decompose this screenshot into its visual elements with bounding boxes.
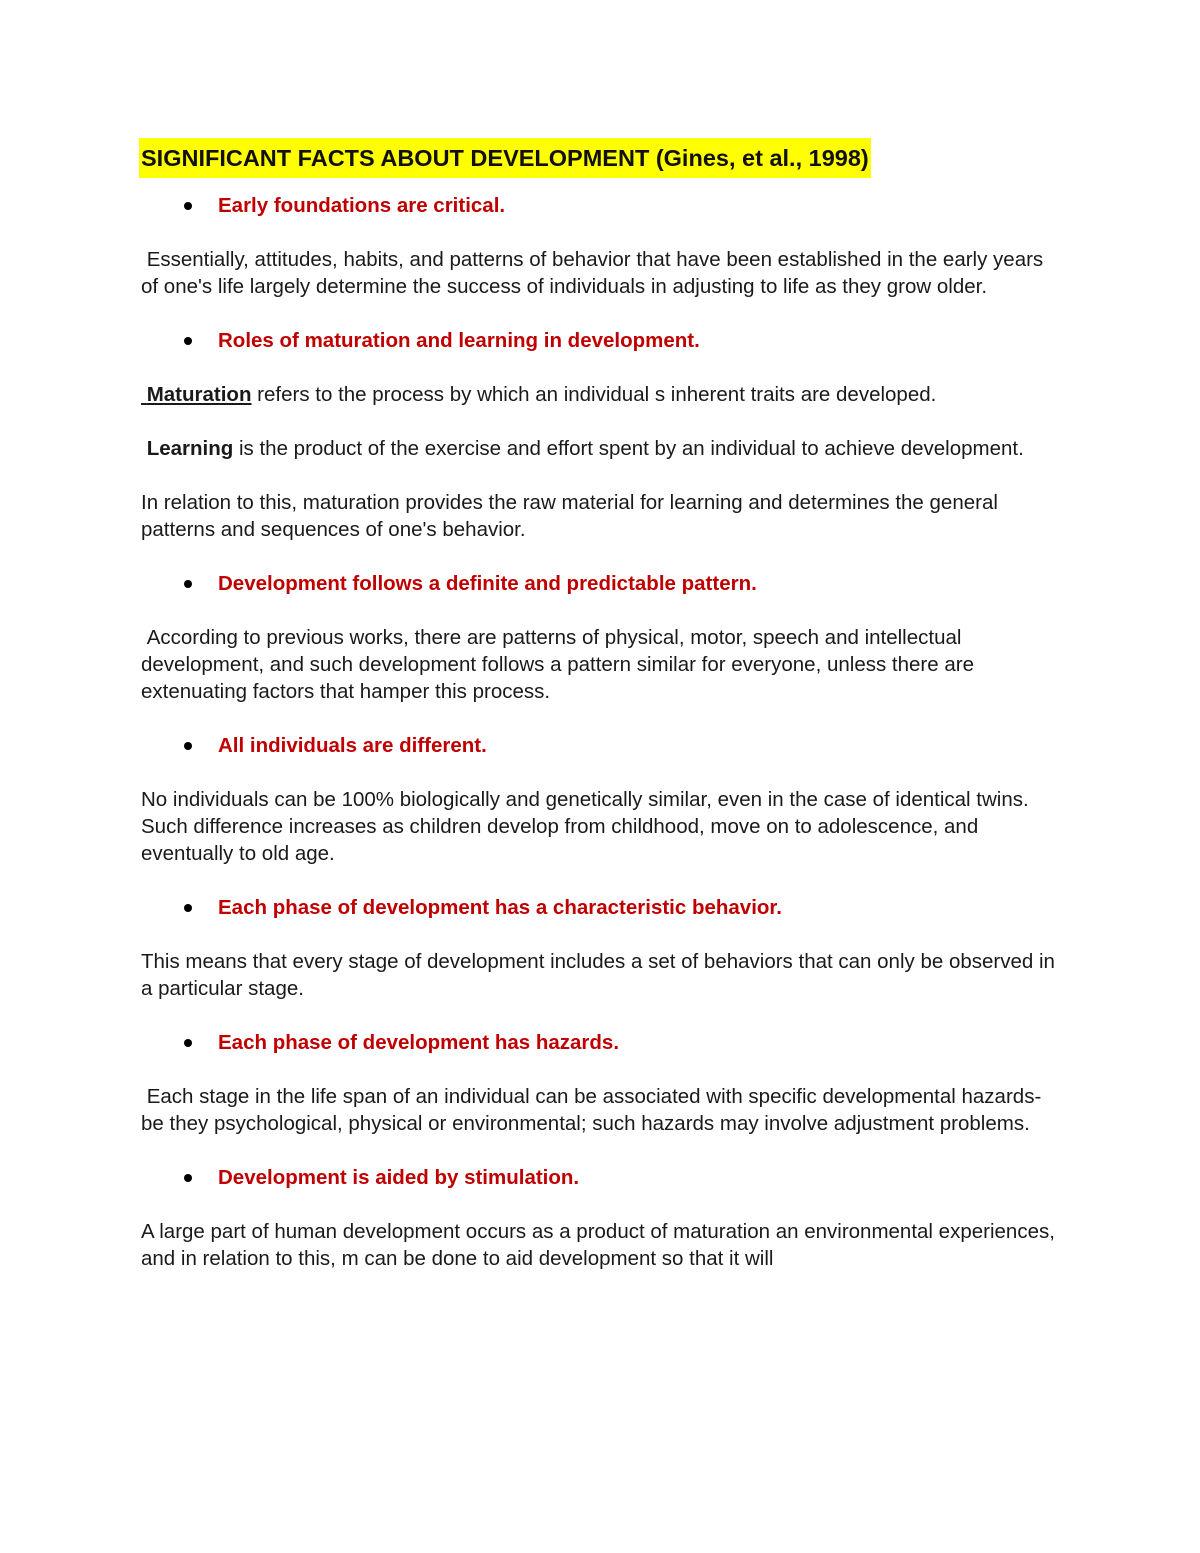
bullet-dot-icon: [184, 337, 192, 345]
learning-definition-text: is the product of the exercise and effort spent by an individual to achieve development.: [233, 437, 1024, 460]
paragraph-stimulation: A large part of human development occurs as a product of maturation an environmental experiences, and in relation to this, m can be done to aid development so that it will: [141, 1220, 1055, 1270]
bullet-dot-icon: [184, 904, 192, 912]
heading-text: Development is aided by stimulation.: [218, 1166, 580, 1189]
bullet-dot-icon: [184, 742, 192, 750]
paragraph-learning-definition: [141, 435, 1061, 462]
bullet-dot-icon: [184, 202, 192, 210]
paragraph-relation: In relation to this, maturation provides the raw material for learning and determines the general patterns and sequences of one's behavior.: [141, 491, 998, 541]
bullet-dot-icon: [184, 1039, 192, 1047]
document-title: SIGNIFICANT FACTS ABOUT DEVELOPMENT (Gines, et al., 1998): [139, 138, 871, 178]
bullet-dot-icon: [184, 1174, 192, 1182]
bullet-heading-individuals-different: [141, 732, 1061, 759]
heading-text: Each phase of development has hazards.: [218, 1031, 620, 1054]
heading-text: Roles of maturation and learning in development.: [218, 329, 700, 352]
heading-text: Development follows a definite and predictable pattern.: [218, 572, 757, 595]
bullet-heading-maturation-learning: [141, 327, 1061, 354]
bullet-dot-icon: [184, 580, 192, 588]
term-learning: Learning: [141, 437, 234, 460]
term-maturation: Maturation: [141, 383, 252, 406]
paragraph-characteristic-behavior: This means that every stage of development includes a set of behaviors that can only be observed in a particular stage.: [141, 950, 1055, 1000]
maturation-definition-text: refers to the process by which an individual s inherent traits are developed.: [251, 383, 937, 406]
paragraph-maturation-definition: [141, 381, 1061, 408]
heading-text: Each phase of development has a characteristic behavior.: [218, 896, 782, 919]
paragraph-early-foundations: Essentially, attitudes, habits, and patterns of behavior that have been established in the early years of one's life largely determine the success of individuals in adjusting to life as they grow older.: [141, 248, 1049, 298]
paragraph-predictable-pattern: According to previous works, there are patterns of physical, motor, speech and intellectual development, and such development follows a pattern similar for everyone, unless there are extenuating factors that hamper this process.: [141, 626, 980, 703]
bullet-heading-predictable-pattern: [141, 570, 1061, 597]
paragraph-individuals-different: No individuals can be 100% biologically and genetically similar, even in the case of identical twins. Such difference increases as children develop from childhood, move on to adolescence, and eventually to old age.: [141, 788, 1029, 865]
heading-text: Early foundations are critical.: [218, 194, 506, 217]
bullet-heading-early-foundations: [141, 192, 1061, 219]
bullet-heading-hazards: [141, 1029, 1061, 1056]
bullet-heading-stimulation: [141, 1164, 1061, 1191]
heading-text: All individuals are different.: [218, 734, 487, 757]
paragraph-hazards: Each stage in the life span of an individual can be associated with specific developmental hazards-be they psychological, physical or environmental; such hazards may involve adjustment problems.: [141, 1085, 1042, 1135]
document-page: [141, 138, 1061, 1299]
bullet-heading-characteristic-behavior: [141, 894, 1061, 921]
